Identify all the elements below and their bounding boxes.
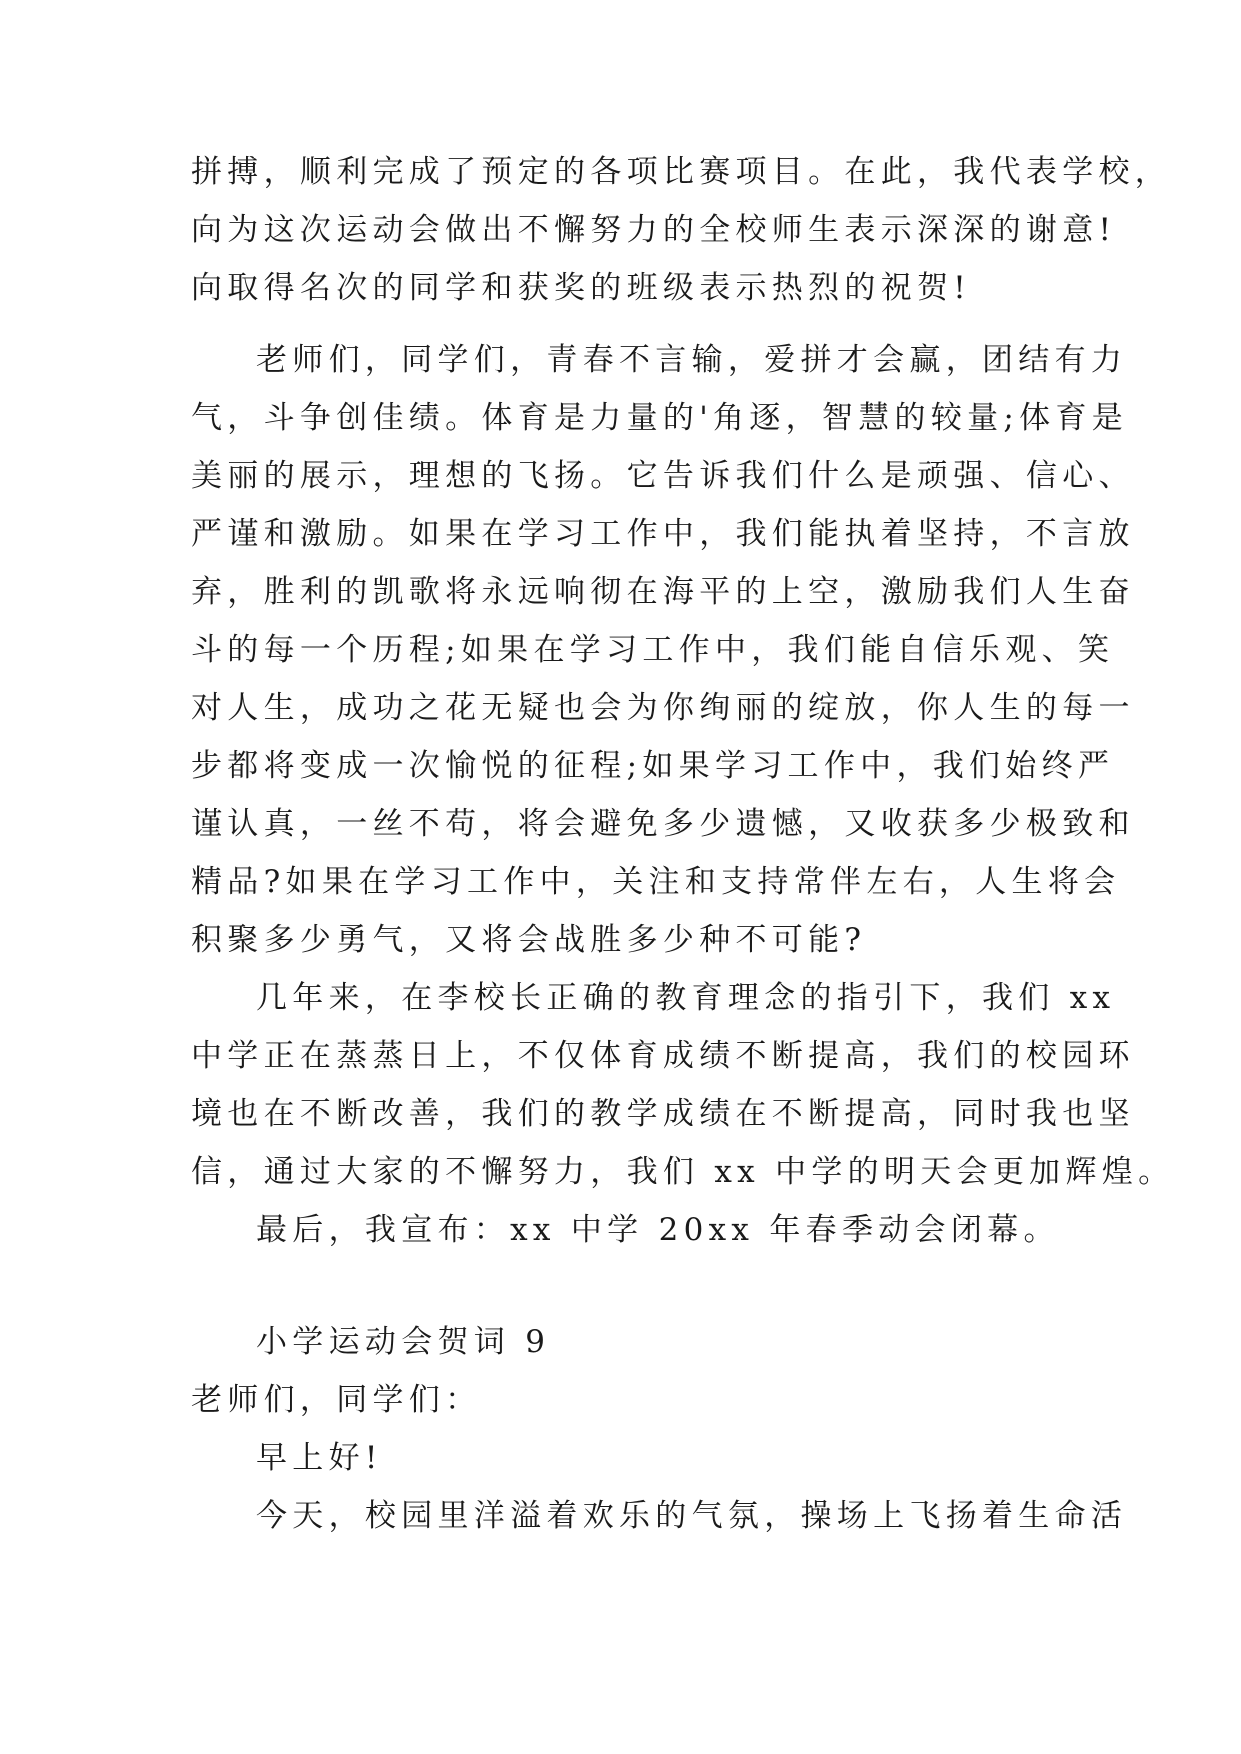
text-line: 美丽的展示，理想的飞扬。它告诉我们什么是顽强、信心、: [191, 458, 1135, 494]
paragraph-start-line: 今天，校园里洋溢着欢乐的气氛，操场上飞扬着生命活: [256, 1498, 1128, 1534]
text-line: 谨认真，一丝不苟，将会避免多少遗憾，又收获多少极致和: [191, 806, 1135, 842]
greeting-line: 早上好!: [256, 1440, 383, 1476]
text-line: 严谨和激励。如果在学习工作中，我们能执着坚持，不言放: [191, 516, 1135, 552]
paragraph-start-line: 最后，我宣布：xx 中学 20xx 年春季动会闭幕。: [256, 1212, 1060, 1248]
text-line: 弃，胜利的凯歌将永远响彻在海平的上空，激励我们人生奋: [191, 574, 1135, 610]
text-line: 精品?如果在学习工作中，关注和支持常伴左右，人生将会: [191, 864, 1121, 900]
text-line: 斗的每一个历程;如果在学习工作中，我们能自信乐观、笑: [191, 632, 1115, 668]
text-line: 中学正在蒸蒸日上，不仅体育成绩不断提高，我们的校园环: [191, 1038, 1135, 1074]
paragraph-start-line: 几年来，在李校长正确的教育理念的指引下，我们 xx: [256, 980, 1116, 1016]
text-line: 积聚多少勇气，又将会战胜多少种不可能?: [191, 922, 867, 958]
paragraph-start-line: 老师们，同学们，青春不言输，爱拼才会赢，团结有力: [256, 342, 1128, 378]
text-line: 对人生，成功之花无疑也会为你绚丽的绽放，你人生的每一: [191, 690, 1135, 726]
text-line: 境也在不断改善，我们的教学成绩在不断提高，同时我也坚: [191, 1096, 1135, 1132]
text-line: 步都将变成一次愉悦的征程;如果学习工作中，我们始终严: [191, 748, 1115, 784]
text-line: 拼搏，顺利完成了预定的各项比赛项目。在此，我代表学校，: [191, 154, 1172, 190]
text-line: 气，斗争创佳绩。体育是力量的'角逐，智慧的较量;体育是: [191, 400, 1129, 436]
salutation-line: 老师们，同学们：: [191, 1382, 482, 1418]
section-heading: 小学运动会贺词 9: [256, 1324, 551, 1360]
text-line: 信，通过大家的不懈努力，我们 xx 中学的明天会更加辉煌。: [191, 1154, 1175, 1190]
text-line: 向为这次运动会做出不懈努力的全校师生表示深深的谢意!: [191, 212, 1117, 248]
text-line: 向取得名次的同学和获奖的班级表示热烈的祝贺!: [191, 270, 972, 306]
